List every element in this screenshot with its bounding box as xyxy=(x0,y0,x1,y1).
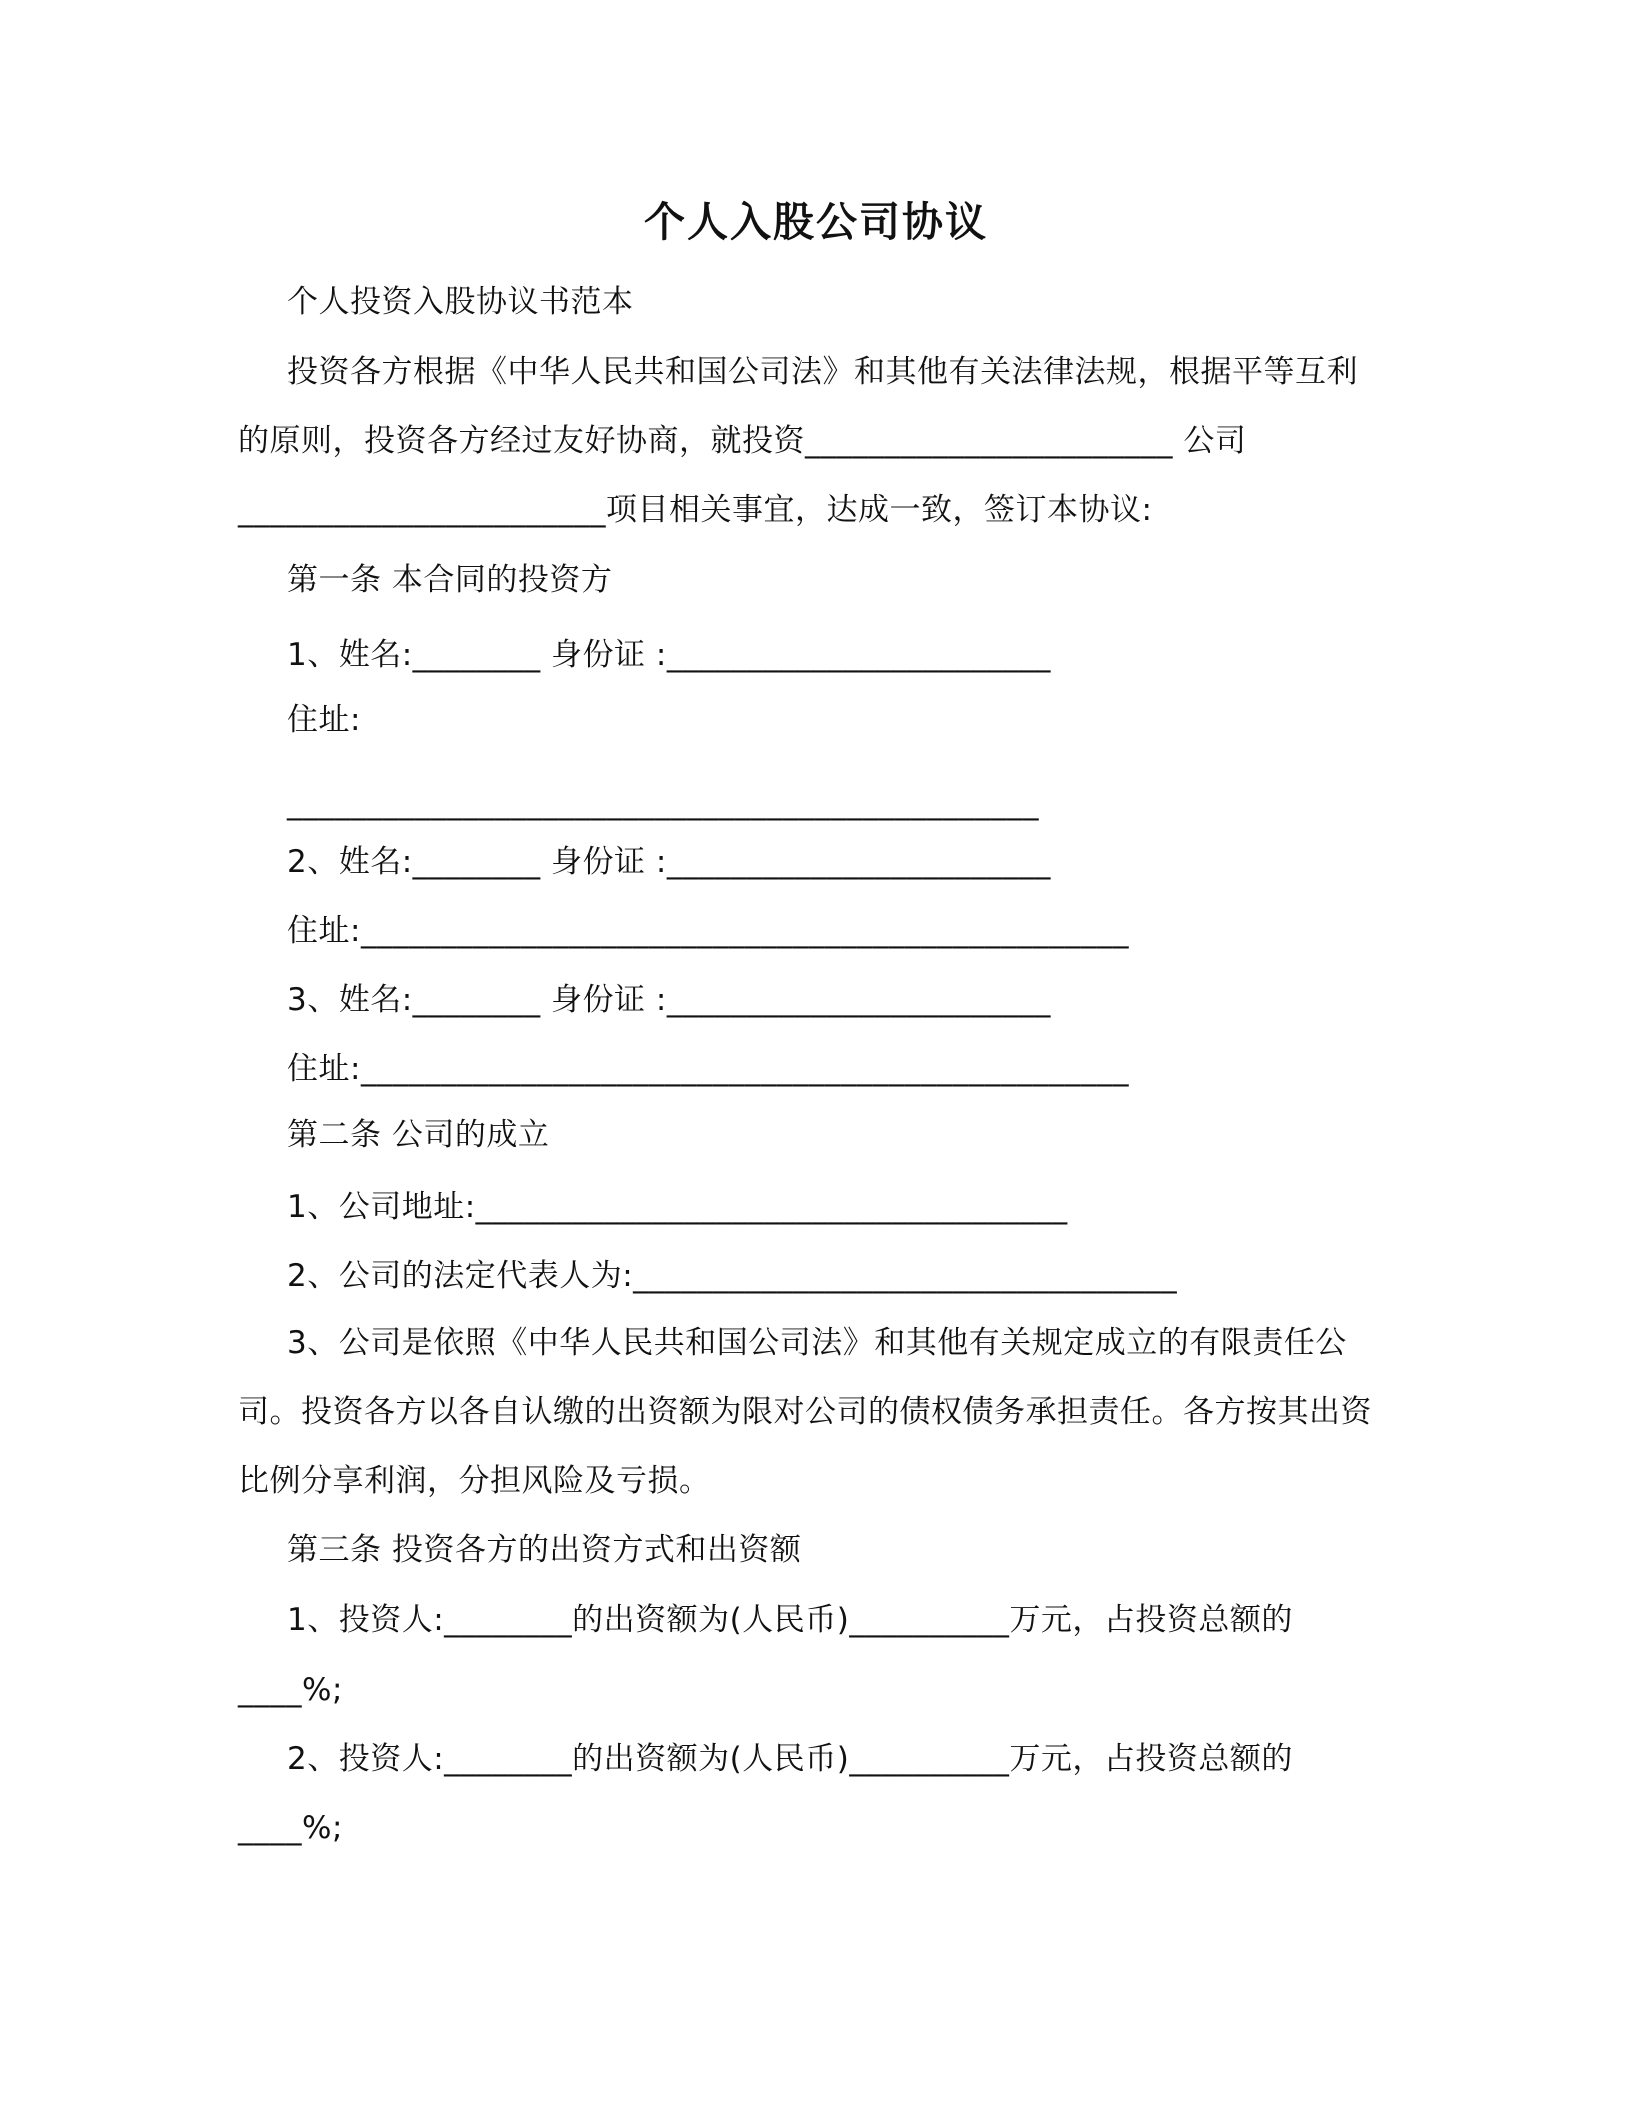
paragraph-line: 投资各方根据《中华人民共和国公司法》和其他有关法律法规，根据平等互利 xyxy=(287,354,1358,390)
address-line: 住址:________________________________________________ xyxy=(287,913,1129,949)
company-address-line: 1、公司地址:_____________________________________ xyxy=(287,1189,1068,1225)
paragraph-line: 司。投资各方以各自认缴的出资额为限对公司的债权债务承担责任。各方按其出资 xyxy=(238,1394,1372,1430)
paragraph-line: _______________________项目相关事宜，达成一致，签订本协议: xyxy=(238,492,1153,528)
address-blank-line: _______________________________________________ xyxy=(287,785,1039,821)
article-heading: 第一条 本合同的投资方 xyxy=(287,562,613,598)
percentage-line: ____%; xyxy=(238,1810,343,1846)
address-line: 住址:________________________________________________ xyxy=(287,1051,1129,1087)
article-heading: 第二条 公司的成立 xyxy=(287,1117,550,1153)
investor-line: 3、姓名:________ 身份证 :________________________ xyxy=(287,982,1051,1018)
paragraph-line: 3、公司是依照《中华人民共和国公司法》和其他有关规定成立的有限责任公 xyxy=(287,1325,1347,1361)
paragraph-line: 比例分享利润，分担风险及亏损。 xyxy=(238,1463,711,1499)
address-label: 住址: xyxy=(287,702,361,738)
subtitle-line: 个人投资入股协议书范本 xyxy=(287,284,634,320)
investment-line: 1、投资人:________的出资额为(人民币)__________万元，占投资总额的 xyxy=(287,1602,1293,1638)
investor-line: 2、姓名:________ 身份证 :________________________ xyxy=(287,844,1051,880)
paragraph-line: 的原则，投资各方经过友好协商，就投资_______________________ 公司 xyxy=(238,423,1247,459)
legal-representative-line: 2、公司的法定代表人为:__________________________________ xyxy=(287,1258,1178,1294)
document-title: 个人入股公司协议 xyxy=(644,198,988,246)
investment-line: 2、投资人:________的出资额为(人民币)__________万元，占投资总额的 xyxy=(287,1741,1293,1777)
investor-line: 1、姓名:________ 身份证 :________________________ xyxy=(287,637,1051,673)
percentage-line: ____%; xyxy=(238,1672,343,1708)
article-heading: 第三条 投资各方的出资方式和出资额 xyxy=(287,1532,802,1568)
